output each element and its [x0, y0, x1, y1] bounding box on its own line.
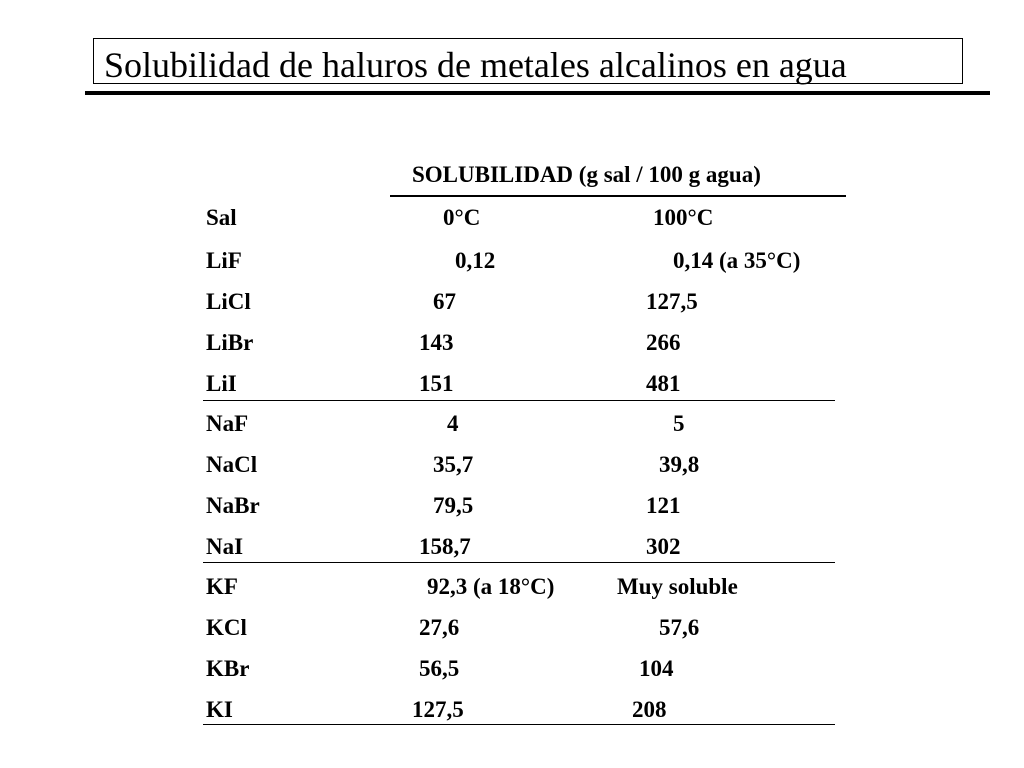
header-rule	[390, 195, 846, 197]
table-bottom-rule	[203, 724, 835, 725]
cell-sol-0c: 0,12	[455, 248, 496, 273]
cell-sol-100c: 208	[632, 697, 667, 722]
cell-salt: LiBr	[206, 330, 254, 355]
cell-sol-0c: 151	[419, 371, 454, 396]
table-header: SOLUBILIDAD (g sal / 100 g agua)	[412, 162, 761, 187]
cell-sol-100c: 0,14 (a 35°C)	[673, 248, 801, 273]
column-header-0c: 0°C	[443, 205, 481, 230]
cell-sol-100c: 5	[673, 411, 685, 436]
cell-sol-0c: 67	[433, 289, 456, 314]
column-header-100c: 100°C	[653, 205, 714, 230]
cell-sol-100c: 266	[646, 330, 681, 355]
cell-sol-100c: 481	[646, 371, 681, 396]
cell-salt: NaF	[206, 411, 249, 436]
cell-salt: NaI	[206, 534, 244, 559]
cell-sol-100c: 104	[639, 656, 674, 681]
cell-salt: KI	[206, 697, 233, 722]
cell-salt: LiCl	[206, 289, 251, 314]
cell-sol-100c: 302	[646, 534, 681, 559]
cell-sol-0c: 4	[447, 411, 459, 436]
cell-sol-100c: Muy soluble	[617, 574, 738, 599]
cell-sol-0c: 92,3 (a 18°C)	[427, 574, 555, 599]
cell-sol-0c: 158,7	[419, 534, 471, 559]
cell-salt: LiI	[206, 371, 237, 396]
cell-sol-0c: 79,5	[433, 493, 474, 518]
cell-sol-0c: 56,5	[419, 656, 460, 681]
cell-salt: KF	[206, 574, 238, 599]
cell-salt: NaBr	[206, 493, 260, 518]
cell-sol-100c: 39,8	[659, 452, 700, 477]
cell-sol-0c: 143	[419, 330, 454, 355]
cell-sol-0c: 27,6	[419, 615, 460, 640]
title-underline	[85, 91, 990, 95]
cell-sol-100c: 57,6	[659, 615, 700, 640]
cell-sol-100c: 121	[646, 493, 681, 518]
cell-salt: KBr	[206, 656, 250, 681]
column-header-salt: Sal	[206, 205, 237, 230]
slide-title: Solubilidad de haluros de metales alcalinos en agua	[104, 45, 847, 85]
group-divider-na	[203, 400, 835, 401]
cell-salt: KCl	[206, 615, 247, 640]
cell-sol-100c: 127,5	[646, 289, 698, 314]
cell-salt: NaCl	[206, 452, 258, 477]
group-divider-k	[203, 562, 835, 563]
cell-sol-0c: 35,7	[433, 452, 474, 477]
cell-sol-0c: 127,5	[412, 697, 464, 722]
cell-salt: LiF	[206, 248, 242, 273]
